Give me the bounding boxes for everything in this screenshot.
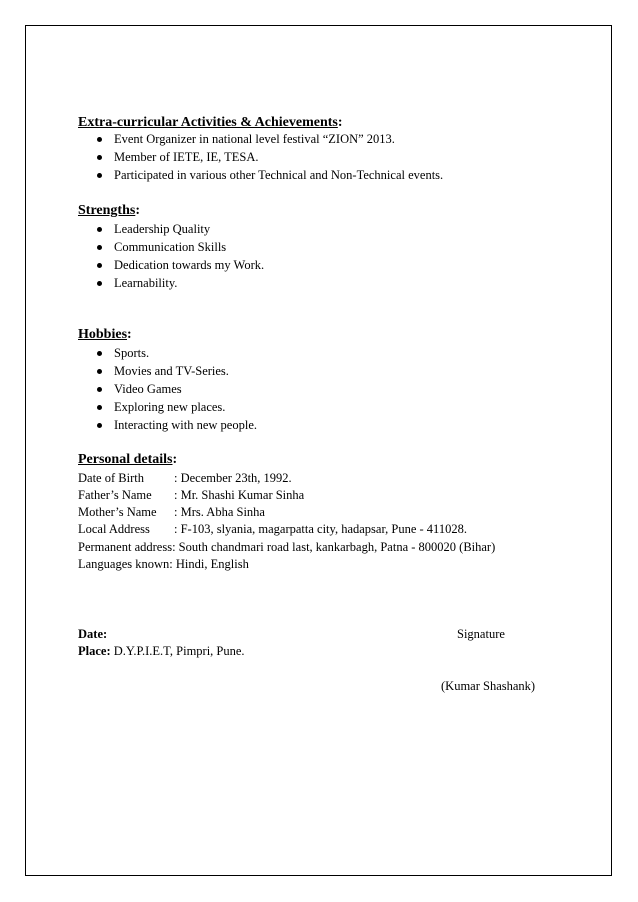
bullet-icon xyxy=(97,137,102,142)
permanent-address: Permanent address: South chandmari road last, kankarbagh, Patna - 800020 (Bihar) xyxy=(78,540,496,554)
list-item xyxy=(78,362,257,380)
list-item xyxy=(78,344,257,362)
hobbies-title: Hobbies xyxy=(78,327,128,342)
father-label: Father’s Name xyxy=(78,488,152,502)
father-row xyxy=(78,487,305,503)
personal-details-colon: : xyxy=(172,452,178,467)
list-item xyxy=(78,416,257,434)
place-value: D.Y.P.I.E.T, Pimpri, Pune. xyxy=(110,644,245,658)
list-item xyxy=(78,130,443,148)
place-row xyxy=(78,643,245,659)
personal-details-title: Personal details xyxy=(78,452,173,467)
list-item-text: Movies and TV-Series. xyxy=(114,364,229,378)
list-item-text: Exploring new places. xyxy=(114,400,226,414)
bullet-icon xyxy=(97,405,102,410)
mother-row xyxy=(78,504,265,520)
bullet-icon xyxy=(97,155,102,160)
bullet-icon xyxy=(97,245,102,250)
bullet-icon xyxy=(97,387,102,392)
bullet-icon xyxy=(97,173,102,178)
list-item-text: Learnability. xyxy=(114,276,178,290)
local-address-value: : F-103, slyania, magarpatta city, hadapsar, Pune - 411028. xyxy=(174,522,467,536)
hobbies-heading xyxy=(78,327,132,343)
bullet-icon xyxy=(97,423,102,428)
list-item xyxy=(78,398,257,416)
list-item xyxy=(78,220,264,238)
mother-value: : Mrs. Abha Sinha xyxy=(174,505,265,519)
list-item-text: Member of IETE, IE, TESA. xyxy=(114,150,259,164)
hobbies-colon: : xyxy=(127,327,132,342)
list-item xyxy=(78,256,264,274)
list-item-text: Sports. xyxy=(114,346,150,360)
signature-label: Signature xyxy=(457,627,505,641)
extra-curricular-heading xyxy=(78,115,343,131)
bullet-icon xyxy=(97,263,102,268)
extra-curricular-title: Extra-curricular Activities & Achievements xyxy=(78,115,338,130)
strengths-list xyxy=(78,220,264,292)
list-item xyxy=(78,238,264,256)
list-item xyxy=(78,274,264,292)
strengths-colon: : xyxy=(135,203,140,218)
dob-row xyxy=(78,470,292,486)
local-address-label: Local Address xyxy=(78,522,150,536)
signatory-name: (Kumar Shashank) xyxy=(441,679,536,693)
bullet-icon xyxy=(97,281,102,286)
extra-curricular-list xyxy=(78,130,443,184)
father-value: : Mr. Shashi Kumar Sinha xyxy=(174,488,305,502)
bullet-icon xyxy=(97,351,102,356)
list-item-text: Interacting with new people. xyxy=(114,418,258,432)
strengths-title: Strengths xyxy=(78,203,136,218)
list-item-text: Dedication towards my Work. xyxy=(114,258,265,272)
dob-value: : December 23th, 1992. xyxy=(174,471,292,485)
dob-label: Date of Birth xyxy=(78,471,144,485)
list-item-text: Event Organizer in national level festival “ZION” 2013. xyxy=(114,132,395,146)
languages-known: Languages known: Hindi, English xyxy=(78,557,249,571)
date-label: Date: xyxy=(78,627,108,641)
bullet-icon xyxy=(97,369,102,374)
list-item-text: Video Games xyxy=(114,382,182,396)
list-item-text: Communication Skills xyxy=(114,240,227,254)
list-item-text: Participated in various other Technical and Non-Technical events. xyxy=(114,168,444,182)
hobbies-list xyxy=(78,344,257,434)
list-item-text: Leadership Quality xyxy=(114,222,211,236)
list-item xyxy=(78,166,443,184)
personal-details-heading xyxy=(78,452,177,468)
place-label: Place: xyxy=(78,644,111,658)
mother-label: Mother’s Name xyxy=(78,505,157,519)
bullet-icon xyxy=(97,227,102,232)
list-item xyxy=(78,148,443,166)
extra-curricular-colon: : xyxy=(337,115,343,130)
local-address-row xyxy=(78,521,467,537)
list-item xyxy=(78,380,257,398)
strengths-heading xyxy=(78,203,140,219)
